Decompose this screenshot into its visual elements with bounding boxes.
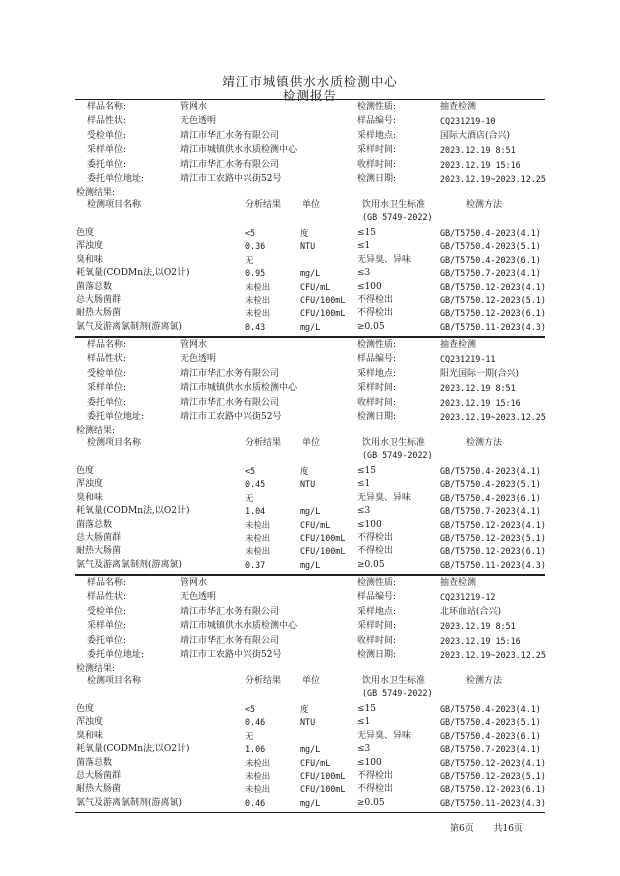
table-cell-unit: CFU/100mL [300, 308, 346, 319]
sampler-label: 采样单位: [87, 621, 127, 632]
table-cell-item: 浑浊度 [76, 717, 104, 728]
sample-name-value: 管网水 [180, 102, 208, 112]
table-cell-standard: 不得检出 [357, 295, 394, 305]
table-cell-method: GB/T5750.11-2023(4.3) [440, 797, 546, 808]
table-cell-item: 总大肠菌群 [76, 533, 122, 543]
client-value: 靖江市华汇水务有限公司 [180, 606, 280, 617]
table-cell-unit: 度 [300, 704, 309, 714]
table-cell-item: 色度 [76, 228, 95, 238]
delegator-label: 委托单位: [87, 159, 127, 170]
table-cell-result: 1.04 [245, 506, 266, 517]
col-std-standard-code: (GB 5749-2022) [362, 212, 433, 222]
org-title: 靖江市城镇供水水质检测中心 [222, 74, 398, 89]
sampler-value: 靖江市城镇供水水质检测中心 [180, 145, 298, 156]
col-result-header: 分析结果 [245, 438, 282, 448]
nature-label: 检测性质: [357, 102, 397, 112]
site-value: 阳光国际一期(合兴) [440, 368, 520, 379]
table-cell-method: GB/T5750.7-2023(4.1) [440, 744, 541, 755]
table-cell-item: 菌落总数 [76, 757, 113, 768]
col-unit-header: 单位 [302, 200, 321, 210]
table-cell-unit: CFU/100mL [300, 784, 346, 795]
table-cell-item: 耗氧量(CODMn法,以O2计) [76, 506, 190, 517]
table-cell-unit: CFU/100mL [300, 771, 346, 781]
site-value: 北环血站(合兴) [440, 606, 502, 617]
section-rule [75, 99, 545, 100]
receive-time-label: 收样时间: [357, 159, 397, 170]
table-cell-item: 耐热大肠菌 [76, 546, 122, 557]
table-cell-result: 未检出 [245, 295, 271, 305]
table-cell-unit: mg/L [300, 744, 321, 755]
table-cell-standard: ≤1 [357, 479, 371, 490]
table-cell-method: GB/T5750.7-2023(4.1) [440, 268, 541, 279]
table-cell-result: 无 [245, 492, 254, 503]
table-cell-result: <5 [245, 704, 256, 714]
table-cell-method: GB/T5750.4-2023(5.1) [440, 479, 541, 490]
results-label: 检测结果: [76, 664, 116, 674]
site-label: 采样地点: [357, 368, 397, 379]
sample-name-value: 管网水 [180, 578, 208, 588]
sampler-label: 采样单位: [87, 145, 127, 156]
table-cell-item: 耐热大肠菌 [76, 784, 122, 795]
table-cell-standard: ≤1 [357, 717, 371, 728]
nature-value: 抽查检测 [440, 340, 477, 350]
table-cell-method: GB/T5750.4-2023(6.1) [440, 730, 541, 741]
table-cell-method: GB/T5750.12-2023(6.1) [440, 308, 546, 319]
sampler-value: 靖江市城镇供水水质检测中心 [180, 621, 298, 632]
table-cell-standard: ≤3 [357, 268, 371, 279]
table-cell-item: 氯气及游离氯制剂(游离氯) [76, 559, 183, 570]
table-cell-item: 氯气及游离氯制剂(游离氯) [76, 321, 183, 332]
client-label: 受检单位: [87, 130, 127, 141]
receive-time-label: 收样时间: [357, 397, 397, 408]
table-cell-result: 未检出 [245, 533, 271, 543]
sample-state-value: 无色透明 [180, 354, 217, 365]
delegator-addr-value: 靖江市工农路中兴街52号 [180, 650, 282, 660]
table-cell-item: 耐热大肠菌 [76, 308, 122, 319]
col-method-header: 检测方法 [466, 438, 503, 448]
table-cell-standard: ≤15 [357, 466, 376, 476]
table-cell-unit: mg/L [300, 506, 321, 517]
table-cell-standard: ≥0.05 [357, 797, 385, 808]
sample-name-value: 管网水 [180, 340, 208, 350]
site-label: 采样地点: [357, 130, 397, 141]
section-rule [75, 575, 545, 576]
table-cell-result: 未检出 [245, 281, 271, 292]
sample-state-value: 无色透明 [180, 592, 217, 603]
delegator-addr-label: 委托单位地址: [87, 650, 145, 660]
sample-state-label: 样品性状: [87, 592, 127, 603]
sample-time-value: 2023.12.19 8:51 [440, 145, 516, 156]
table-cell-standard: 不得检出 [357, 771, 394, 781]
table-cell-standard: ≤15 [357, 228, 376, 238]
table-cell-result: 未检出 [245, 757, 271, 768]
table-cell-unit: CFU/mL [300, 281, 331, 292]
table-cell-unit: 度 [300, 466, 309, 476]
table-cell-standard: ≤3 [357, 744, 371, 755]
col-std-header: 饮用水卫生标准 [362, 438, 426, 448]
table-cell-unit: CFU/mL [300, 757, 331, 768]
sample-state-label: 样品性状: [87, 354, 127, 365]
nature-value: 抽查检测 [440, 578, 477, 588]
table-cell-method: GB/T5750.4-2023(5.1) [440, 241, 541, 252]
table-cell-result: 0.95 [245, 268, 266, 279]
sample-no-label: 样品编号: [357, 592, 397, 603]
table-cell-item: 色度 [76, 704, 95, 714]
sampler-value: 靖江市城镇供水水质检测中心 [180, 383, 298, 394]
table-cell-method: GB/T5750.4-2023(4.1) [440, 228, 541, 238]
table-cell-standard: 不得检出 [357, 546, 394, 557]
table-cell-result: 1.06 [245, 744, 266, 755]
table-cell-result: 无 [245, 254, 254, 265]
page-number: 第6页 [450, 824, 474, 834]
table-cell-item: 氯气及游离氯制剂(游离氯) [76, 797, 183, 808]
col-method-header: 检测方法 [466, 200, 503, 210]
table-cell-unit: mg/L [300, 559, 321, 570]
page-total: 共16页 [493, 824, 523, 834]
table-cell-result: 0.45 [245, 479, 266, 490]
table-cell-method: GB/T5750.11-2023(4.3) [440, 321, 546, 332]
col-std-standard-code: (GB 5749-2022) [362, 450, 433, 460]
table-cell-method: GB/T5750.11-2023(4.3) [440, 559, 546, 570]
test-date-value: 2023.12.19~2023.12.25 [440, 174, 546, 184]
col-item-header: 检测项目名称 [87, 200, 142, 210]
table-cell-standard: 不得检出 [357, 533, 394, 543]
test-date-value: 2023.12.19~2023.12.25 [440, 412, 546, 422]
table-cell-standard: 无异臭、异味 [357, 492, 412, 503]
table-cell-method: GB/T5750.7-2023(4.1) [440, 506, 541, 517]
table-cell-method: GB/T5750.4-2023(6.1) [440, 492, 541, 503]
col-method-header: 检测方法 [466, 676, 503, 686]
col-unit-header: 单位 [302, 676, 321, 686]
table-cell-unit: 度 [300, 228, 309, 238]
table-cell-result: <5 [245, 228, 256, 238]
delegator-value: 靖江市华汇水务有限公司 [180, 397, 280, 408]
table-cell-result: 0.43 [245, 321, 266, 332]
table-cell-method: GB/T5750.12-2023(6.1) [440, 784, 546, 795]
table-cell-result: 未检出 [245, 519, 271, 530]
sample-time-value: 2023.12.19 8:51 [440, 621, 516, 632]
col-item-header: 检测项目名称 [87, 676, 142, 686]
sample-no-value: CQ231219-10 [440, 116, 496, 127]
col-std-standard-code: (GB 5749-2022) [362, 688, 433, 698]
delegator-value: 靖江市华汇水务有限公司 [180, 635, 280, 646]
table-cell-result: 未检出 [245, 546, 271, 557]
nature-label: 检测性质: [357, 340, 397, 350]
table-cell-method: GB/T5750.12-2023(4.1) [440, 519, 546, 530]
table-cell-result: 0.46 [245, 797, 266, 808]
table-cell-item: 菌落总数 [76, 519, 113, 530]
sample-no-value: CQ231219-12 [440, 592, 496, 603]
test-date-label: 检测日期: [357, 174, 397, 184]
table-cell-method: GB/T5750.12-2023(4.1) [440, 281, 546, 292]
table-cell-method: GB/T5750.12-2023(5.1) [440, 533, 546, 543]
table-cell-method: GB/T5750.4-2023(6.1) [440, 254, 541, 265]
sample-time-value: 2023.12.19 8:51 [440, 383, 516, 394]
col-std-header: 饮用水卫生标准 [362, 200, 426, 210]
table-cell-standard: ≥0.05 [357, 559, 385, 570]
table-cell-method: GB/T5750.12-2023(5.1) [440, 295, 546, 305]
sample-name-label: 样品名称: [87, 578, 127, 588]
section-bottom-rule [75, 812, 545, 813]
table-cell-standard: ≤100 [357, 281, 382, 292]
table-cell-item: 菌落总数 [76, 281, 113, 292]
col-result-header: 分析结果 [245, 676, 282, 686]
client-label: 受检单位: [87, 606, 127, 617]
table-cell-unit: CFU/100mL [300, 295, 346, 305]
table-cell-result: 0.46 [245, 717, 266, 728]
table-cell-result: 未检出 [245, 771, 271, 781]
table-cell-result: <5 [245, 466, 256, 476]
delegator-label: 委托单位: [87, 397, 127, 408]
table-cell-standard: 无异臭、异味 [357, 730, 412, 741]
table-cell-unit: mg/L [300, 268, 321, 279]
page-footer [450, 821, 523, 834]
delegator-addr-value: 靖江市工农路中兴街52号 [180, 412, 282, 422]
table-cell-method: GB/T5750.12-2023(4.1) [440, 757, 546, 768]
test-date-value: 2023.12.19~2023.12.25 [440, 650, 546, 660]
table-cell-unit: CFU/mL [300, 519, 331, 530]
delegator-addr-label: 委托单位地址: [87, 412, 145, 422]
table-cell-unit: mg/L [300, 797, 321, 808]
table-cell-standard: ≤3 [357, 506, 371, 517]
test-date-label: 检测日期: [357, 412, 397, 422]
table-cell-item: 总大肠菌群 [76, 771, 122, 781]
sample-name-label: 样品名称: [87, 340, 127, 350]
table-cell-unit: NTU [300, 479, 316, 490]
table-cell-standard: ≥0.05 [357, 321, 385, 332]
sample-state-value: 无色透明 [180, 116, 217, 127]
results-label: 检测结果: [76, 188, 116, 198]
delegator-addr-value: 靖江市工农路中兴街52号 [180, 174, 282, 184]
table-cell-result: 未检出 [245, 784, 271, 795]
table-cell-unit: NTU [300, 717, 316, 728]
nature-label: 检测性质: [357, 578, 397, 588]
table-cell-method: GB/T5750.4-2023(5.1) [440, 717, 541, 728]
sample-state-label: 样品性状: [87, 116, 127, 127]
table-cell-standard: ≤100 [357, 757, 382, 768]
client-label: 受检单位: [87, 368, 127, 379]
table-cell-unit: NTU [300, 241, 316, 252]
receive-time-value: 2023.12.19 15:16 [440, 635, 521, 646]
col-unit-header: 单位 [302, 438, 321, 448]
table-cell-item: 总大肠菌群 [76, 295, 122, 305]
results-label: 检测结果: [76, 426, 116, 436]
table-cell-standard: ≤15 [357, 704, 376, 714]
test-date-label: 检测日期: [357, 650, 397, 660]
sample-no-label: 样品编号: [357, 354, 397, 365]
table-cell-standard: 无异臭、异味 [357, 254, 412, 265]
table-cell-result: 无 [245, 730, 254, 741]
table-cell-standard: 不得检出 [357, 784, 394, 795]
receive-time-value: 2023.12.19 15:16 [440, 397, 521, 408]
nature-value: 抽查检测 [440, 102, 477, 112]
client-value: 靖江市华汇水务有限公司 [180, 130, 280, 141]
table-cell-method: GB/T5750.12-2023(6.1) [440, 546, 546, 557]
col-std-header: 饮用水卫生标准 [362, 676, 426, 686]
sample-no-label: 样品编号: [357, 116, 397, 127]
table-cell-standard: 不得检出 [357, 308, 394, 319]
sample-time-label: 采样时间: [357, 621, 397, 632]
table-cell-unit: mg/L [300, 321, 321, 332]
delegator-label: 委托单位: [87, 635, 127, 646]
table-cell-result: 0.36 [245, 241, 266, 252]
table-cell-method: GB/T5750.4-2023(4.1) [440, 466, 541, 476]
delegator-value: 靖江市华汇水务有限公司 [180, 159, 280, 170]
table-cell-item: 臭和味 [76, 492, 104, 503]
sample-time-label: 采样时间: [357, 145, 397, 156]
table-cell-result: 未检出 [245, 308, 271, 319]
table-cell-unit: CFU/100mL [300, 533, 346, 543]
receive-time-value: 2023.12.19 15:16 [440, 159, 521, 170]
table-cell-item: 浑浊度 [76, 241, 104, 252]
site-label: 采样地点: [357, 606, 397, 617]
table-cell-item: 色度 [76, 466, 95, 476]
delegator-addr-label: 委托单位地址: [87, 174, 145, 184]
sample-time-label: 采样时间: [357, 383, 397, 394]
table-cell-item: 臭和味 [76, 730, 104, 741]
receive-time-label: 收样时间: [357, 635, 397, 646]
table-cell-standard: ≤1 [357, 241, 371, 252]
section-rule [75, 337, 545, 338]
site-value: 国际大酒店(合兴) [440, 130, 511, 141]
sample-name-label: 样品名称: [87, 102, 127, 112]
col-item-header: 检测项目名称 [87, 438, 142, 448]
table-cell-method: GB/T5750.4-2023(4.1) [440, 704, 541, 714]
sampler-label: 采样单位: [87, 383, 127, 394]
report-title: 检测报告 [282, 88, 337, 103]
client-value: 靖江市华汇水务有限公司 [180, 368, 280, 379]
table-cell-item: 臭和味 [76, 254, 104, 265]
table-cell-method: GB/T5750.12-2023(5.1) [440, 771, 546, 781]
table-cell-item: 耗氧量(CODMn法,以O2计) [76, 744, 190, 755]
table-cell-unit: CFU/100mL [300, 546, 346, 557]
sample-no-value: CQ231219-11 [440, 354, 496, 365]
table-cell-result: 0.37 [245, 559, 266, 570]
table-cell-standard: ≤100 [357, 519, 382, 530]
col-result-header: 分析结果 [245, 200, 282, 210]
table-cell-item: 耗氧量(CODMn法,以O2计) [76, 268, 190, 279]
table-cell-item: 浑浊度 [76, 479, 104, 490]
